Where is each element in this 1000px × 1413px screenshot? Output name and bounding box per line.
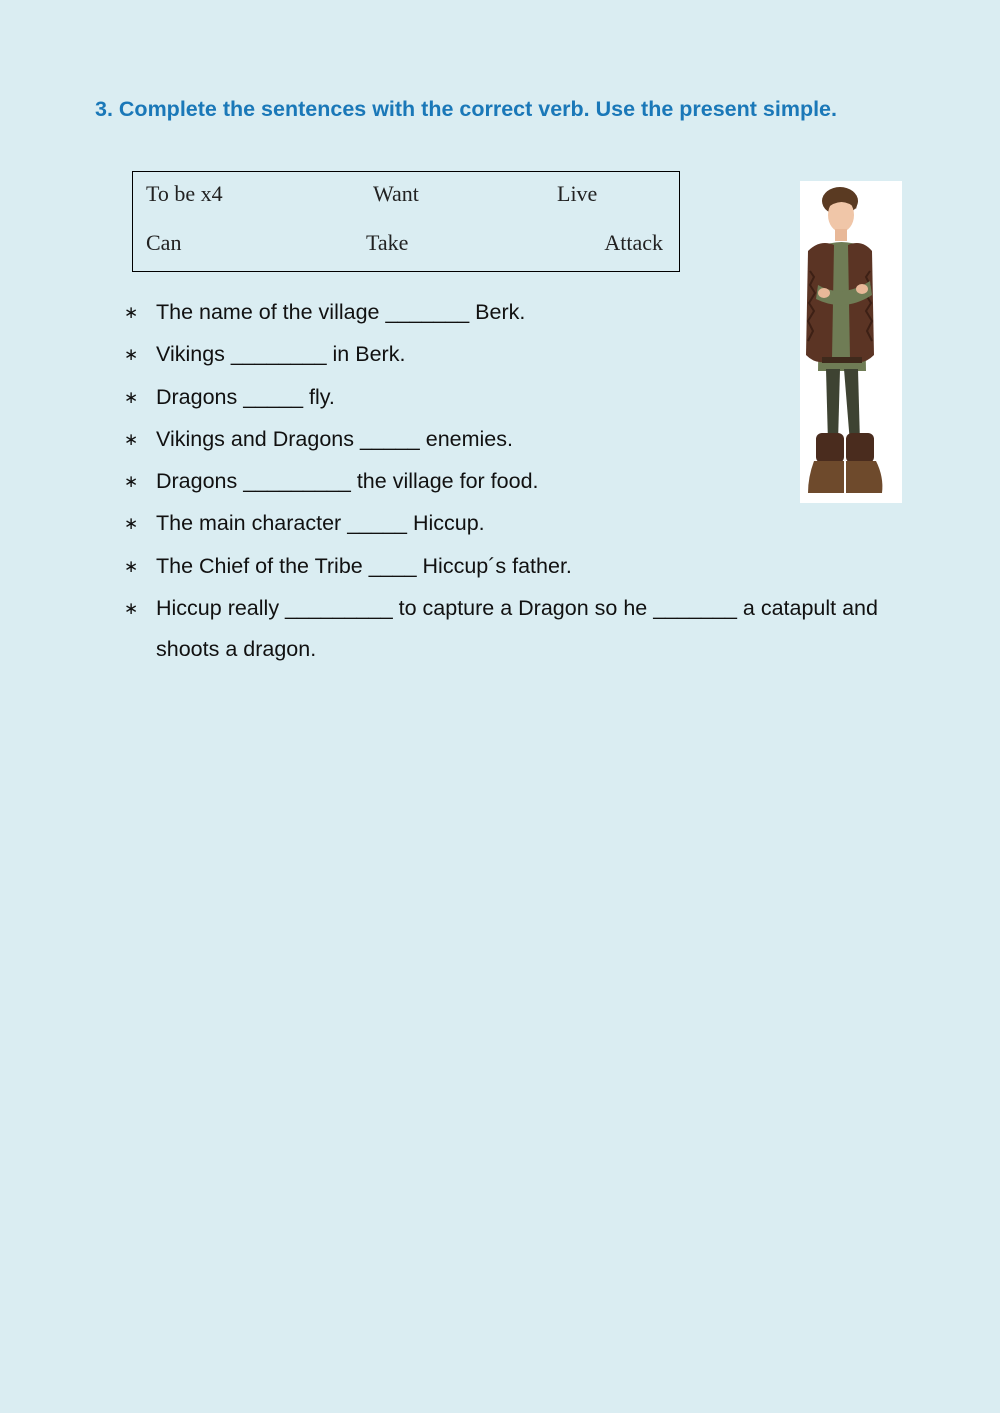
- list-item: [124, 503, 914, 544]
- bullet-icon: ∗: [124, 556, 139, 576]
- exercise-title: 3. Complete the sentences with the correct verb. Use the present simple.: [95, 97, 837, 121]
- list-item: [124, 588, 914, 670]
- list-item: [124, 377, 914, 418]
- list-item: [124, 461, 914, 502]
- sentence-text: Hiccup really _________ to capture a Dragon so he _______ a catapult and shoots a dragon.: [156, 596, 878, 662]
- sentence-text: Dragons _________ the village for food.: [156, 469, 539, 494]
- list-item: [124, 292, 914, 333]
- character-illustration: [800, 181, 902, 503]
- sentence-text: Vikings ________ in Berk.: [156, 342, 406, 367]
- character-figure-icon: [800, 181, 902, 503]
- sentence-text: Vikings and Dragons _____ enemies.: [156, 426, 513, 451]
- bullet-icon: ∗: [124, 429, 139, 449]
- list-item: [124, 419, 914, 460]
- sentence-text: The Chief of the Tribe ____ Hiccup´s father.: [156, 553, 572, 578]
- sentence-list: [124, 292, 914, 671]
- word-bank-item: Live: [557, 181, 598, 206]
- sentence-text: Dragons _____ fly.: [156, 384, 335, 409]
- word-bank-item: Want: [373, 181, 419, 206]
- bullet-icon: ∗: [124, 599, 139, 619]
- list-item: [124, 546, 914, 587]
- bullet-icon: ∗: [124, 472, 139, 492]
- word-bank-item: To be x4: [146, 181, 223, 206]
- bullet-icon: ∗: [124, 387, 139, 407]
- bullet-icon: ∗: [124, 514, 139, 534]
- bullet-icon: ∗: [124, 303, 139, 322]
- bullet-icon: ∗: [124, 345, 139, 365]
- list-item: [124, 334, 914, 375]
- word-bank-item: Attack: [604, 230, 663, 255]
- sentence-text: The main character _____ Hiccup.: [156, 511, 485, 536]
- word-bank-box: [132, 171, 680, 272]
- word-bank-item: Can: [146, 230, 182, 255]
- sentence-text: The name of the village _______ Berk.: [156, 300, 526, 324]
- word-bank-item: Take: [366, 230, 409, 255]
